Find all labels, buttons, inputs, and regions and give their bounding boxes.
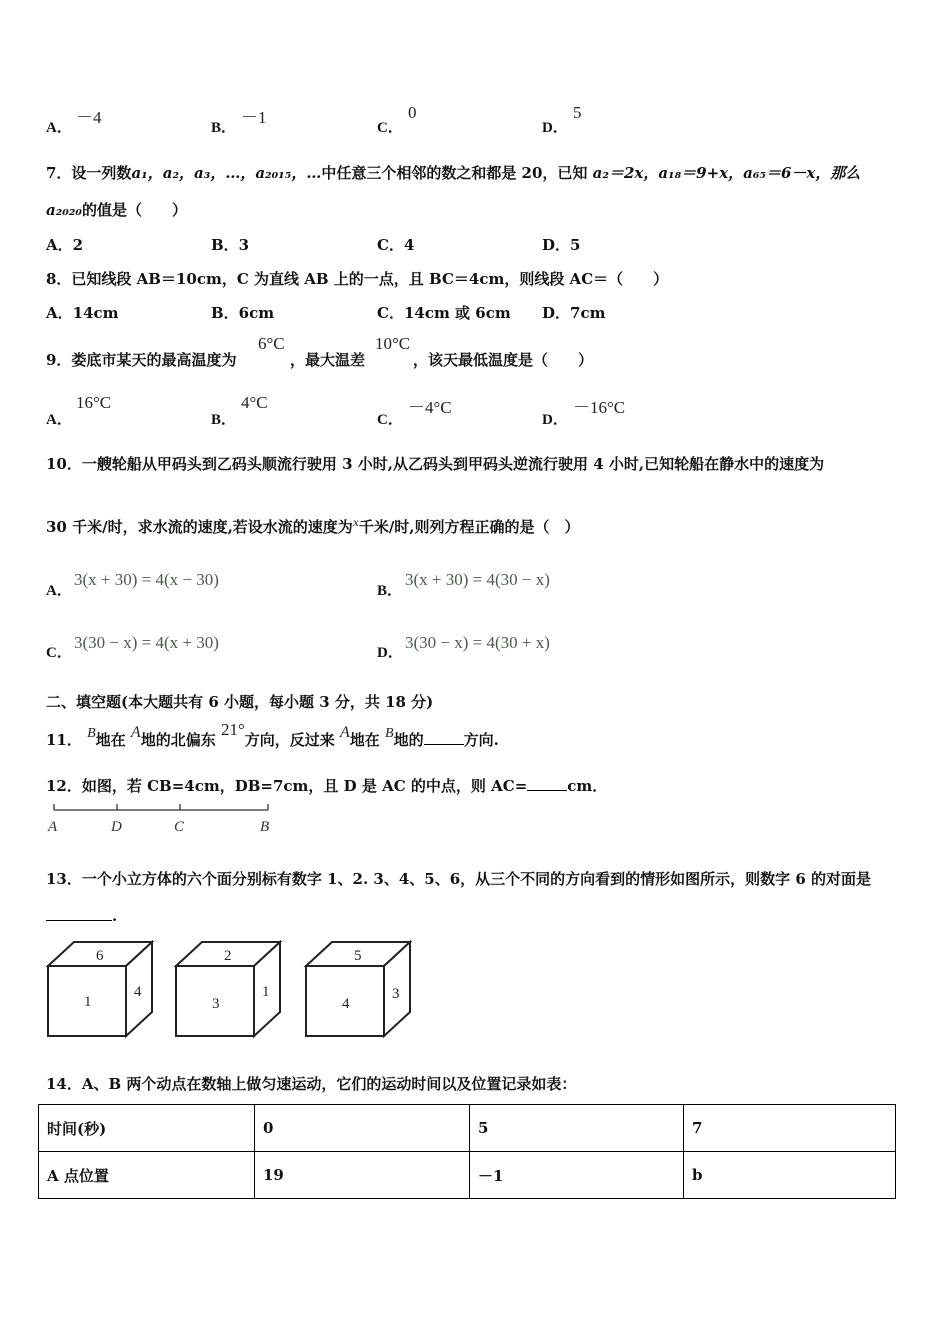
q11-text2: 地的北偏东 bbox=[140, 731, 216, 749]
table-cell: A 点位置 bbox=[39, 1152, 255, 1199]
q7-prefix: 7．设一列数 bbox=[46, 164, 132, 182]
cube-3 bbox=[306, 942, 410, 1036]
q10-option-a-eq: 3(x + 30) = 4(x − 30) bbox=[74, 570, 219, 589]
cube-2-front: 3 bbox=[212, 996, 220, 1012]
q9-option-b-value: 4°C bbox=[241, 393, 268, 412]
q13-answer-line bbox=[46, 906, 117, 925]
cube-2-top: 2 bbox=[224, 948, 232, 964]
q7-option-a: A．2 bbox=[46, 236, 84, 254]
q8-option-a: A．14cm bbox=[46, 304, 119, 322]
table-cell: 5 bbox=[470, 1105, 684, 1152]
q9-option-c-value: －4°C bbox=[408, 398, 452, 417]
q10-option-c-eq: 3(30 − x) = 4(x + 30) bbox=[74, 633, 219, 652]
q9-high-temp: 6°C bbox=[258, 334, 285, 353]
q11-text5: 地的 bbox=[393, 731, 424, 749]
q10-stem-line2 bbox=[46, 515, 580, 537]
q7-sequence: a₁，a₂，a₃，…，a₂₀₁₅，… bbox=[131, 164, 322, 182]
table-row bbox=[39, 1152, 896, 1199]
q12-segment-figure bbox=[44, 800, 276, 838]
q13-stem: 13．一个小立方体的六个面分别标有数字 1、2. 3、4、5、6，从三个不同的方向看到的情形如图所示，则数字 6 的对面是 bbox=[46, 870, 872, 888]
q10-var: x bbox=[352, 515, 359, 529]
q11-text4: 地在 bbox=[349, 731, 380, 749]
q10-stem-line1: 10．一艘轮船从甲码头到乙码头顺流行驶用 3 小时,从乙码头到甲码头逆流行驶用 4 小时,已知轮船在静水中的速度为 bbox=[46, 455, 825, 473]
cube-1-side: 4 bbox=[134, 984, 142, 1000]
q9-part2: ，最大温差 bbox=[290, 351, 366, 369]
q7-stem-line1 bbox=[46, 162, 860, 183]
q6-option-b-value: －1 bbox=[241, 108, 267, 127]
q7-var: a₂₀₂₀ bbox=[46, 201, 82, 219]
q14-stem: 14．A、B 两个动点在数轴上做匀速运动，它们的运动时间以及位置记录如表： bbox=[46, 1075, 577, 1093]
q11-stem bbox=[46, 720, 499, 750]
table-cell: －1 bbox=[470, 1152, 684, 1199]
q6-option-a-label: A． bbox=[46, 120, 72, 136]
table-row bbox=[39, 1105, 896, 1152]
q9-option-c-label: C． bbox=[377, 412, 403, 428]
q11-answer-blank[interactable] bbox=[424, 730, 464, 745]
point-label-a: A bbox=[48, 819, 58, 835]
cube-3-top: 5 bbox=[354, 948, 362, 964]
q12-stem bbox=[46, 775, 607, 796]
table-cell: 19 bbox=[255, 1152, 470, 1199]
q10-line2a: 30 千米/时，求水流的速度,若设水流的速度为 bbox=[46, 518, 353, 536]
cube-2 bbox=[176, 942, 280, 1036]
cube-1 bbox=[48, 942, 152, 1036]
q11-text3: 方向，反过来 bbox=[244, 731, 335, 749]
table-cell: 7 bbox=[684, 1105, 896, 1152]
q9-temp-diff: 10°C bbox=[375, 334, 411, 353]
q7-line2-text: 的值是（ ） bbox=[82, 201, 188, 219]
q7-stem-line2 bbox=[46, 199, 187, 220]
q13-end: . bbox=[112, 907, 118, 925]
q7-option-b: B．3 bbox=[211, 236, 250, 254]
cube-1-top: 6 bbox=[96, 948, 104, 964]
q13-cubes-figure bbox=[44, 936, 416, 1040]
table-cell: b bbox=[684, 1152, 896, 1199]
q11-text1: 地在 bbox=[95, 731, 126, 749]
q10-option-d-label: D． bbox=[377, 645, 403, 661]
q10-option-b-eq: 3(x + 30) = 4(30 − x) bbox=[405, 570, 550, 589]
q9-part3: ，该天最低温度是（ ） bbox=[413, 351, 594, 369]
q8-option-d: D．7cm bbox=[542, 304, 606, 322]
q10-option-a-label: A． bbox=[46, 583, 72, 599]
q8-option-b: B．6cm bbox=[211, 304, 275, 322]
q11-point-a1: A bbox=[130, 724, 141, 741]
table-cell: 0 bbox=[255, 1105, 470, 1152]
table-cell: 时间(秒) bbox=[39, 1105, 255, 1152]
q11-angle: 21° bbox=[220, 720, 245, 739]
q6-option-c-label: C． bbox=[377, 120, 403, 136]
q9-part1: 9．娄底市某天的最高温度为 bbox=[46, 351, 237, 369]
q9-option-d-label: D． bbox=[542, 412, 568, 428]
q12-unit: cm． bbox=[567, 777, 608, 795]
q8-stem: 8．已知线段 AB＝10cm，C 为直线 AB 上的一点，且 BC＝4cm，则线段 AC＝（ ） bbox=[46, 270, 669, 288]
q6-option-a-value: －4 bbox=[76, 108, 102, 127]
q9-option-d-value: －16°C bbox=[573, 398, 626, 417]
q11-point-a2: A bbox=[340, 724, 350, 741]
q7-option-d: D．5 bbox=[542, 236, 581, 254]
q11-point-b2: B bbox=[385, 726, 394, 741]
q11-text6: 方向. bbox=[463, 731, 499, 749]
q6-option-b-label: B． bbox=[211, 120, 237, 136]
q12-answer-blank[interactable] bbox=[527, 776, 567, 791]
q6-option-d-value: 5 bbox=[573, 103, 582, 122]
cube-3-front: 4 bbox=[342, 996, 350, 1012]
cube-1-front: 1 bbox=[84, 994, 92, 1010]
q10-option-c-label: C． bbox=[46, 645, 72, 661]
q12-text: 12．如图，若 CB=4cm，DB=7cm，且 D 是 AC 的中点，则 AC= bbox=[46, 777, 528, 795]
point-label-d: D bbox=[111, 819, 122, 835]
cube-3-side: 3 bbox=[392, 986, 400, 1002]
point-label-b: B bbox=[260, 819, 270, 835]
q6-option-d-label: D． bbox=[542, 120, 568, 136]
q10-option-b-label: B． bbox=[377, 583, 403, 599]
q7-conditions: a₂＝2x，a₁₈＝9+x，a₆₅＝6－x，那么 bbox=[592, 164, 861, 182]
q9-option-a-value: 16°C bbox=[76, 393, 112, 412]
q10-option-d-eq: 3(30 − x) = 4(30 + x) bbox=[405, 633, 550, 652]
cube-2-side: 1 bbox=[262, 984, 270, 1000]
q6-option-c-value: 0 bbox=[408, 103, 417, 122]
q9-option-a-label: A． bbox=[46, 412, 72, 428]
q7-option-c: C．4 bbox=[377, 236, 415, 254]
q9-option-b-label: B． bbox=[211, 412, 237, 428]
point-label-c: C bbox=[174, 819, 185, 835]
section-heading: 二、填空题(本大题共有 6 小题，每小题 3 分，共 18 分) bbox=[46, 693, 434, 711]
q13-answer-blank[interactable] bbox=[46, 906, 112, 921]
q8-option-c: C．14cm 或 6cm bbox=[377, 304, 511, 322]
q7-middle: 中任意三个相邻的数之和都是 20，已知 bbox=[321, 164, 593, 182]
q10-line2b: 千米/时,则列方程正确的是（ ） bbox=[358, 518, 580, 536]
q14-table bbox=[38, 1104, 896, 1199]
q11-num: 11． bbox=[46, 731, 82, 749]
q11-point-b1: B bbox=[87, 726, 96, 741]
